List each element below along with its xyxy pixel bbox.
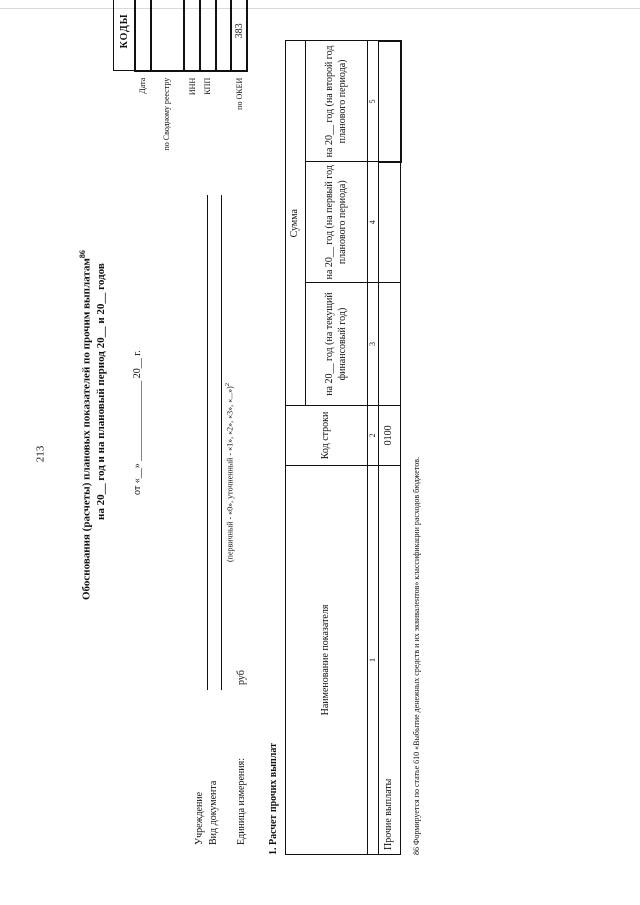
codes-label-kpp: КПП (203, 77, 213, 95)
codes-label-registry: по Сводному реестру (162, 77, 172, 151)
form-subtitle: на 20__ год и на плановый период 20__ и 20__ годов (95, 263, 107, 520)
footnote: 86 Формируется по статье 610 «Выбытие денежных средств и их эквивалентов» классификации расходов бюджетов. (412, 456, 421, 855)
codes-value-inn (184, 0, 200, 71)
date-line: от «__» ________________ 20__ г. (132, 350, 143, 495)
header-year-current: на 20__ год (на текущий финансовый год) (306, 283, 368, 406)
column-number: 5 (368, 41, 379, 162)
codes-row (200, 0, 216, 244)
column-number: 3 (368, 283, 379, 406)
doc-type-hint-sup: 2 (224, 382, 231, 387)
column-number: 4 (368, 162, 379, 283)
table-header-row (286, 41, 306, 855)
form-title (78, 250, 93, 600)
codes-header-row (114, 0, 136, 244)
codes-label-okei: по ОКЕИ (234, 77, 244, 110)
row-value-year1[interactable] (379, 283, 401, 406)
header-year-first: на 20__ год (на первый год планового периода) (306, 162, 368, 283)
column-number: 1 (368, 465, 379, 854)
payments-table (285, 40, 402, 855)
row-value-year3[interactable] (379, 41, 401, 162)
codes-value-empty (216, 0, 232, 71)
unit-value: руб (236, 670, 247, 685)
codes-row (151, 0, 185, 244)
codes-label-inn: ИНН (187, 77, 197, 96)
unit-label: Единица измерения: (236, 758, 247, 845)
row-value-year2[interactable] (379, 162, 401, 283)
row-name: Прочие выплаты (379, 465, 401, 854)
page-number: 213 (34, 445, 47, 463)
codes-value-okei: 383 (231, 0, 247, 71)
header-sum: Сумма (286, 41, 306, 405)
title-footnote-mark: 86 (78, 250, 87, 259)
codes-table (113, 0, 248, 244)
doc-type-label: Вид документа (208, 780, 219, 845)
codes-row (135, 0, 151, 244)
codes-label-date: Дата (138, 77, 148, 94)
table-row (379, 41, 401, 855)
codes-header-spacer (114, 71, 136, 244)
doc-type-hint-text: (первичный - «0», уточненный - «1», «2», «3», «...») (225, 386, 235, 562)
column-number: 2 (368, 405, 379, 465)
institution-label: Учреждение (194, 791, 205, 845)
codes-header: КОДЫ (114, 0, 136, 71)
section-title: 1. Расчет прочих выплат (268, 742, 279, 855)
header-row-code: Код строки (286, 405, 368, 465)
header-year-second: на 20__ год (на второй год планового периода) (306, 41, 368, 162)
table-column-numbers (368, 41, 379, 855)
codes-value-date (135, 0, 151, 71)
header-indicator-name: Наименование показателя (286, 465, 368, 854)
codes-row (231, 0, 247, 244)
doc-type-hint (224, 383, 235, 562)
codes-row (216, 0, 232, 244)
row-code: 0100 (379, 405, 401, 465)
codes-value-registry (151, 0, 185, 71)
institution-underline (207, 195, 208, 690)
codes-row (184, 0, 200, 244)
codes-value-kpp (200, 0, 216, 71)
title-text: Обоснования (расчеты) плановых показателей по прочим выплатам (80, 258, 93, 600)
doc-type-underline (221, 195, 222, 690)
codes-label-empty (216, 71, 232, 244)
